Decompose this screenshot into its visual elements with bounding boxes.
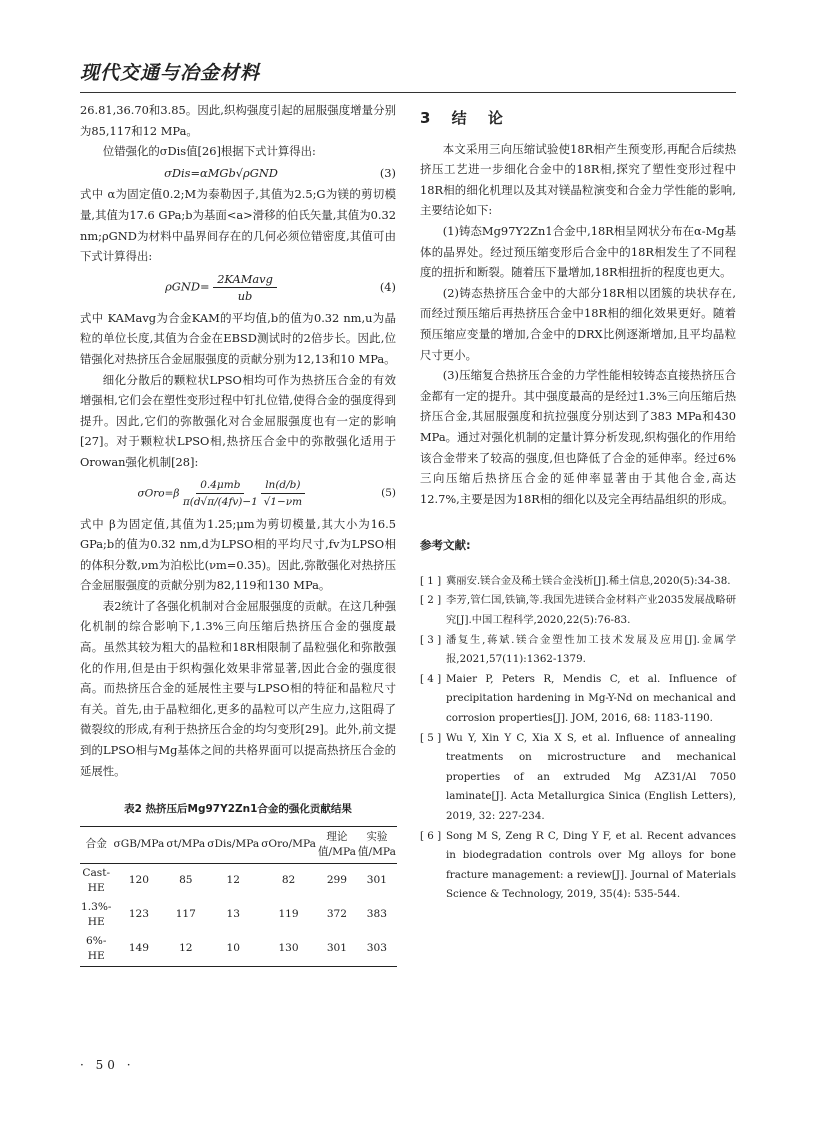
journal-logo: 现代交通与冶金材料 [80, 62, 261, 84]
table-cell: 120 [128, 874, 150, 887]
table-header-cell: σGB/MPa [113, 826, 166, 863]
reference-number: [ 1 ] [420, 574, 442, 587]
strengthening-table [80, 826, 397, 967]
reference-item [420, 572, 736, 592]
table-header-cell: 理论值/MPa [317, 826, 357, 863]
table-cell: 117 [175, 908, 196, 921]
equation-3-body: σDis=αMGb√ρGND [164, 165, 278, 180]
page-number: · 50 · [80, 1058, 135, 1072]
reference-text: 冀丽安.镁合金及稀土镁合金浅析[J].稀土信息,2020(5):34-38. [446, 574, 731, 587]
reference-number: [ 3 ] [420, 633, 442, 646]
conclusion-intro: 本文采用三向压缩试验使18R相产生预变形,再配合后续热挤压工艺进一步细化合金中的18R相,探究了塑性变形过程中18R相的细化机理以及其对镁晶粒演变和合金力学性能的影响,主要结论如下: [420, 141, 736, 218]
table-header-cell: σOro/MPa [260, 826, 317, 863]
table-cell: 149 [113, 932, 166, 967]
right-column [420, 100, 736, 905]
left-column [80, 100, 396, 967]
table-cell: 301 [366, 874, 388, 887]
table-cell: 301 [317, 932, 357, 967]
reference-text: 李芳,管仁国,铁镝,等.我国先进镁合金材料产业2035发展战略研究[J].中国工程科学,2020,22(5):76-83. [446, 594, 736, 627]
equation-5-number: (5) [381, 486, 396, 499]
table-cell: 10 [206, 932, 260, 967]
table-cell: 372 [326, 908, 348, 921]
table-cell: 85 [179, 874, 193, 887]
reference-number: [ 6 ] [420, 829, 442, 842]
equation-3 [80, 163, 396, 184]
references-title: 参考文献: [420, 538, 471, 553]
table-cell: 12 [226, 874, 240, 887]
reference-number: [ 2 ] [420, 594, 442, 607]
reference-item [420, 670, 736, 729]
paragraph-6: 式中 β为固定值,其值为1.25;μm为剪切模量,其大小为16.5 GPa;b的值为0.32 nm,d为LPSO相的平均尺寸,fv为LPSO相的体积分数,νm为泊松比(νm=0.35)。因此,弥散强化对热挤压合金屈服强度的贡献分别为82,119和130 MPa。 [80, 516, 396, 593]
reference-item [420, 591, 736, 630]
table-cell: 1.3%-HE [81, 900, 112, 928]
paragraph-4: 式中 KAMavg为合金KAM的平均值,b的值为0.32 nm,u为晶粒的单位长度,其值为合金在EBSD测试时的2倍步长。因此,位错强化对热挤压合金屈服强度的贡献分别为12,13和10 MPa。 [80, 310, 396, 366]
equation-3-number: (3) [379, 165, 396, 180]
reference-text: Maier P, Peters R, Mendis C, et al. Influence of precipitation hardening in Mg-Y-Nd on mechanical and corrosion properties[J]. JOM, 2016, 68: 1183-1190. [446, 672, 736, 725]
table-cell: 12 [165, 932, 206, 967]
paragraph-2: 位错强化的σDis值[26]根据下式计算得出: [102, 144, 316, 159]
reference-text: Song M S, Zeng R C, Ding Y F, et al. Recent advances in biodegradation controls over Mg alloys for bone fracture management: a review[J]. Journal of Materials Science & Technology, 2019, 35(4): 535-544. [446, 829, 736, 901]
equation-4-body: ρGND= $\frac{\text{2KAMavg}}{ub}$ [80, 271, 362, 304]
section-title: 3 结 论 [420, 109, 511, 127]
conclusion-2: (2)铸态热挤压合金中的大部分18R相以团簇的块状存在,而经过预压缩后再热挤压合金中18R相的细化效果更好。随着预压缩应变量的增加,合金中的DRX比例逐渐增加,且平均晶粒尺寸更小。 [420, 285, 736, 362]
table-header-row [80, 826, 397, 863]
reference-item [420, 631, 736, 670]
table-cell: 383 [366, 908, 388, 921]
reference-text: 潘复生,蒋斌.镁合金塑性加工技术发展及应用[J].金属学报,2021,57(11):1362-1379. [446, 633, 736, 666]
table-cell: 13 [226, 908, 240, 921]
references-list [420, 572, 736, 905]
paragraph-7: 表2统计了各强化机制对合金屈服强度的贡献。在这几种强化机制的综合影响下,1.3%三向压缩后热挤压合金的强度最高。虽然其较为粗大的晶粒和18R相限制了晶粒强化和弥散强化的作用,但是由于织构强化效果非常显著,因此合金的强度很高。而热挤压合金的延展性主要与LPSO相的特征和晶粒尺寸有关。首先,由于晶粒细化,更多的晶粒可以产生应力,这阻碍了微裂纹的形成,有利于热挤压合金的均匀变形[29]。此外,前文提到的LPSO相与Mg基体之间的共格界面可以提高热挤压合金的延展性。 [80, 598, 396, 778]
header-rule [80, 92, 736, 93]
table-cell: Cast-HE [82, 866, 111, 894]
paragraph-5: 细化分散后的颗粒状LPSO相均可作为热挤压合金的有效增强相,它们会在塑性变形过程中钉扎位错,使得合金的强度得到提升。因此,它们的弥散强化对合金屈服强度也有一定的影响[27]。对于颗粒状LPSO相,热挤压合金中的弥散强化适用于Orowan强化机制[28]: [80, 372, 396, 469]
table-cell: 119 [278, 908, 299, 921]
reference-item [420, 827, 736, 905]
table-caption: 表2 热挤压后Mg97Y2Zn1合金的强化贡献结果 [124, 803, 352, 816]
table-row [80, 898, 397, 932]
table-cell: 303 [357, 932, 397, 967]
table-row [80, 932, 397, 967]
table-cell: 299 [326, 874, 348, 887]
table-header-cell: σDis/MPa [206, 826, 260, 863]
paragraph-3: 式中 α为固定值0.2;M为泰勒因子,其值为2.5;G为镁的剪切模量,其值为17.6 GPa;b为基面<a>滑移的伯氏矢量,其值为0.32 nm;ρGND为材料中晶界间存在的几何必须位错密度,其值可由下式计算得出: [80, 187, 396, 264]
equation-4 [80, 271, 396, 304]
reference-item [420, 729, 736, 827]
table-header-cell: σt/MPa [165, 826, 206, 863]
table-header-cell: 实验值/MPa [357, 826, 397, 863]
conclusion-1: (1)铸态Mg97Y2Zn1合金中,18R相呈网状分布在α-Mg基体的晶界处。经过预压缩变形后合金中的18R相发生了不同程度的扭折和断裂。随着压下量增加,18R相扭折的程度也更大。 [420, 223, 736, 280]
table-row [80, 863, 397, 898]
paragraph-1: 26.81,36.70和3.85。因此,织构强度引起的屈服强度增量分别为85,117和12 MPa。 [80, 103, 396, 138]
reference-number: [ 5 ] [420, 731, 442, 744]
conclusion-3: (3)压缩复合热挤压合金的力学性能相较铸态直接热挤压合金都有一定的提升。其中强度最高的是经过1.3%三向压缩后热挤压合金,其屈服强度和抗拉强度分别达到了383 MPa和430 MPa。通过对强化机制的定量计算分析发现,织构强化的作用给该合金带来了较高的强度,但也降低了合金的延伸率。经过6%三向压缩后热挤压合金的延伸率显著由于其他合金,高达12.7%,主要是因为18R相的细化以及完全再结晶组织的形成。 [420, 368, 736, 506]
equation-5-body: σOro=β $\frac{\text{0.4μmb}}{\pi(d√\pi/(4fv)-1}$ $\frac{\ln(d/b)}{√1-\nu m}$ [80, 477, 362, 510]
equation-5 [80, 477, 396, 510]
table-cell: 130 [260, 932, 317, 967]
table-cell: 82 [281, 874, 296, 887]
reference-text: Wu Y, Xin Y C, Xia X S, et al. Influence of annealing treatments on microstructure and mechanical properties of an extruded Mg AZ31/Al 7050 laminate[J]. Acta Metallurgica Sinica (English Letters), 2019, 32: 227-234. [446, 731, 736, 822]
table-cell: 123 [128, 908, 150, 921]
reference-number: [ 4 ] [420, 672, 442, 685]
table-header-cell: 合金 [80, 826, 113, 863]
equation-4-number: (4) [379, 279, 396, 294]
table-cell: 6%-HE [80, 932, 113, 967]
